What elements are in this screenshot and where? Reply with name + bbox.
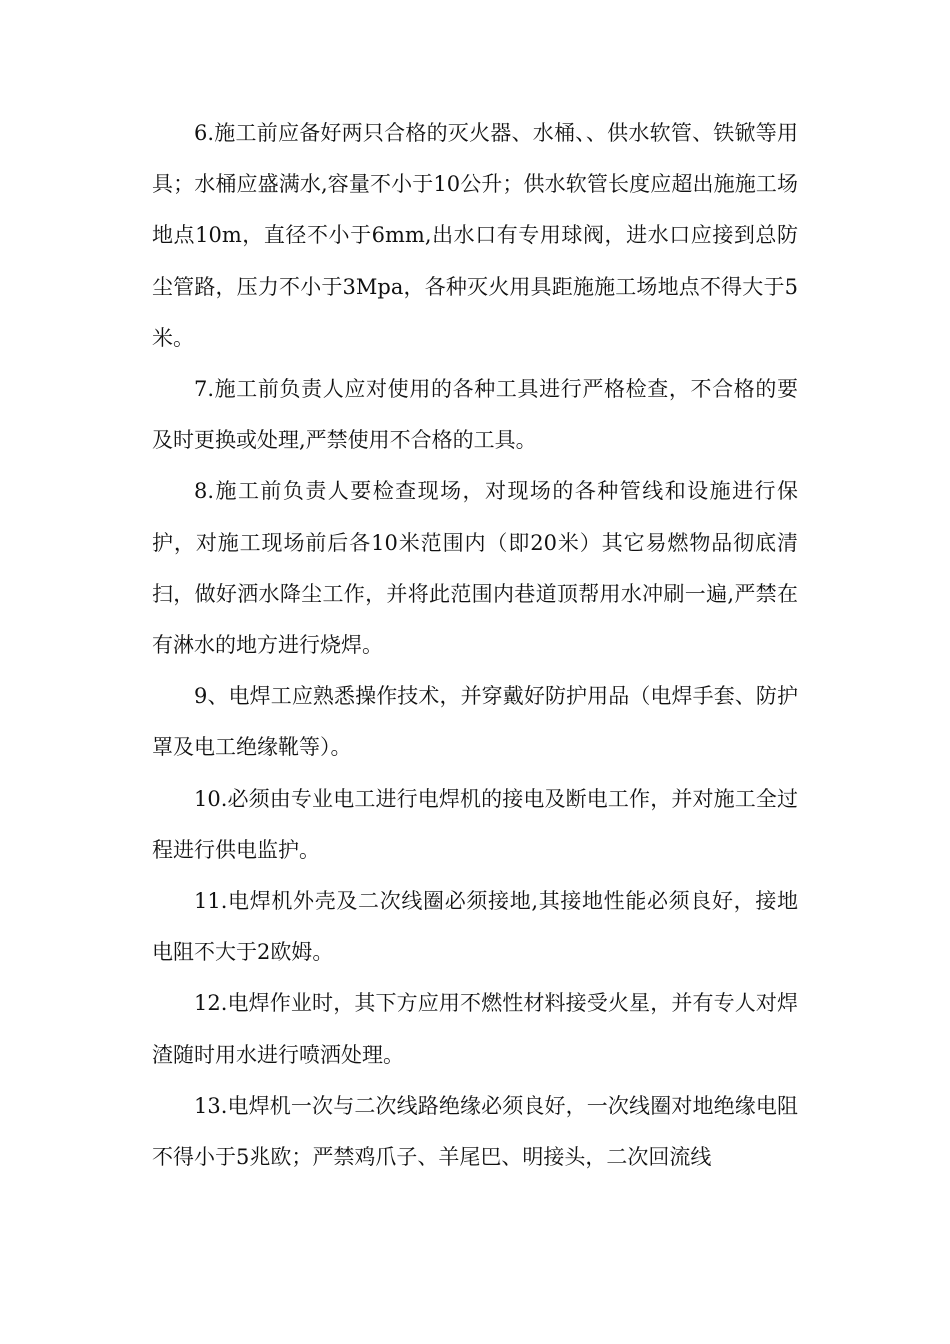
paragraph-item-10: 10.必须由专业电工进行电焊机的接电及断电工作，并对施工全过程进行供电监护。 [152, 786, 798, 862]
paragraph-item-11: 11.电焊机外壳及二次线圈必须接地,其接地性能必须良好，接地电阻不大于2欧姆。 [152, 889, 798, 965]
paragraph-item-12: 12.电焊作业时，其下方应用不燃性材料接受火星，并有专人对焊渣随时用水进行喷洒处理。 [152, 991, 798, 1067]
paragraph-item-7: 7.施工前负责人应对使用的各种工具进行严格检查，不合格的要及时更换或处理,严禁使用不合格的工具。 [152, 377, 798, 453]
paragraph-item-8: 8.施工前负责人要检查现场，对现场的各种管线和设施进行保护，对施工现场前后各10米范围内（即20米）其它易燃物品彻底清扫，做好洒水降尘工作，并将此范围内巷道顶帮用水冲刷一遍,严禁在有淋水的地方进行烧焊。 [152, 479, 798, 658]
paragraph-item-13: 13.电焊机一次与二次线路绝缘必须良好，一次线圈对地绝缘电阻不得小于5兆欧；严禁鸡爪子、羊尾巴、明接头，二次回流线 [152, 1093, 798, 1170]
document-body [152, 108, 798, 1183]
paragraph-item-9: 9、电焊工应熟悉操作技术，并穿戴好防护用品（电焊手套、防护罩及电工绝缘靴等）。 [152, 684, 798, 760]
paragraph-item-6: 6.施工前应备好两只合格的灭火器、水桶、、供水软管、铁锨等用具；水桶应盛满水,容量不小于10公升；供水软管长度应超出施施工场地点10m，直径不小于6mm,出水口有专用球阀，进水口应接到总防尘管路，压力不小于3Mpa，各种灭火用具距施施工场地点不得大于5米。 [152, 121, 798, 350]
